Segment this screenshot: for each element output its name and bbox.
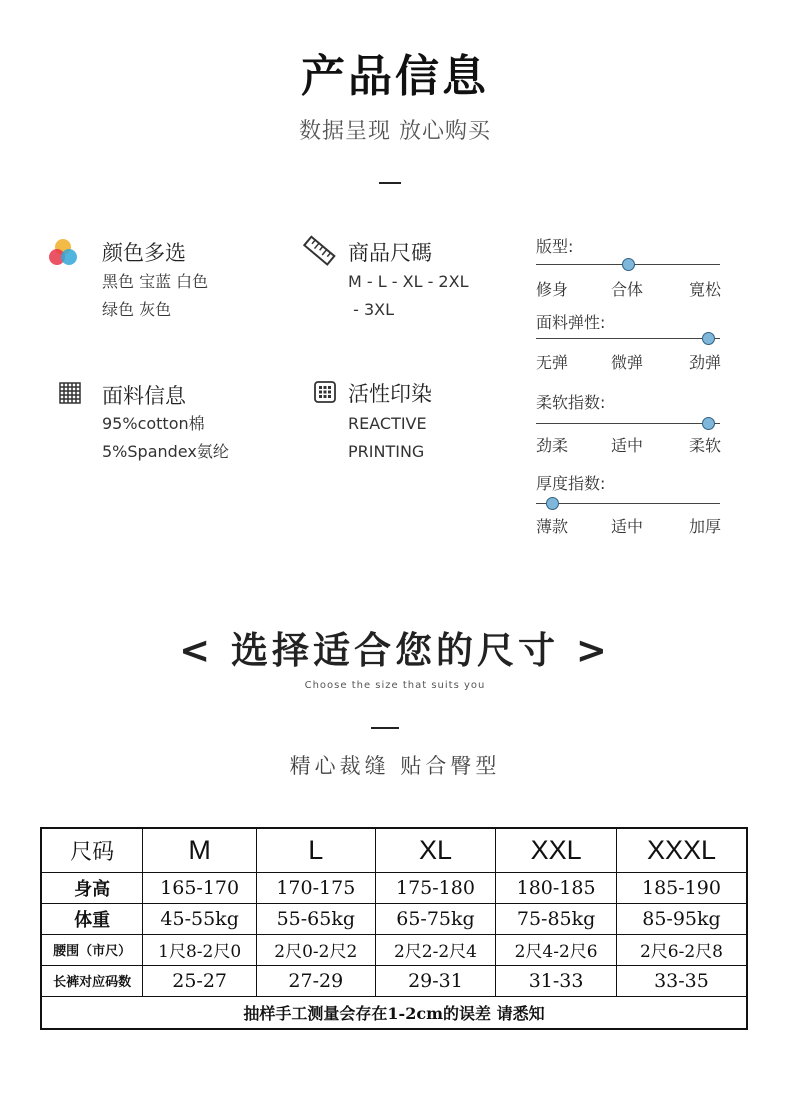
table-header-cell: 尺码 [41,828,143,872]
table-cell: 2尺0-2尺2 [256,934,375,965]
scale-elasticity-option: 微弹 [611,353,644,372]
color-circles-icon [46,236,80,270]
scale-thickness-label: 厚度指数: [536,474,606,493]
scale-fit-indicator [622,258,635,271]
table-cell: 165-170 [143,872,257,903]
scale-softness-indicator [702,417,715,430]
table-row-label: 体重 [41,903,143,934]
scale-thickness-indicator [546,497,559,510]
feature-color-line2: 绿色 灰色 [102,300,172,319]
table-cell: 85-95kg [616,903,747,934]
table-cell: 2尺2-2尺4 [375,934,496,965]
table-note-row [41,996,747,1029]
table-cell: 33-35 [616,965,747,996]
scale-elasticity-option: 劲弹 [689,353,722,372]
table-cell: 25-27 [143,965,257,996]
ruler-icon [302,234,336,268]
title-divider [379,182,401,184]
table-cell: 170-175 [256,872,375,903]
scale-fit-option: 合体 [611,280,644,299]
table-row-label: 身高 [41,872,143,903]
table-cell: 175-180 [375,872,496,903]
scale-thickness-track [536,503,720,504]
fabric-grid-icon [58,381,82,405]
scale-thickness-option: 薄款 [536,517,569,536]
table-header-cell: XXXL [616,828,747,872]
table-cell: 45-55kg [143,903,257,934]
size-section-subtitle-en: Choose the size that suits you [304,680,486,691]
table-cell: 27-29 [256,965,375,996]
table-cell: 185-190 [616,872,747,903]
feature-fabric-line2: 5%Spandex氨纶 [102,442,229,461]
scale-softness-track [536,423,720,424]
feature-fabric-line1: 95%cotton棉 [102,414,205,433]
scale-fit-option: 修身 [536,280,569,299]
feature-color-title: 颜色多选 [102,241,186,265]
table-cell: 180-185 [496,872,617,903]
page-title: 产品信息 [301,51,489,102]
table-row [41,903,747,934]
scale-softness-option: 适中 [611,436,644,455]
scale-elasticity-option: 无弹 [536,353,569,372]
feature-dye-title: 活性印染 [348,382,432,406]
page-subtitle: 数据呈现 放心购买 [299,119,491,144]
table-cell: 65-75kg [375,903,496,934]
scale-elasticity-label: 面料弹性: [536,313,606,332]
size-section-divider [371,727,399,729]
feature-dye-line1: REACTIVE [348,414,427,433]
table-cell: 1尺8-2尺0 [143,934,257,965]
feature-color-line1: 黑色 宝蓝 白色 [102,272,209,291]
table-cell: 75-85kg [496,903,617,934]
table-note: 抽样手工测量会存在1-2cm的误差 请悉知 [41,996,747,1029]
table-row-label: 长裤对应码数 [41,965,143,996]
scale-fit-label: 版型: [536,237,574,256]
table-header-row [41,828,747,872]
scale-softness-option: 劲柔 [536,436,569,455]
table-row-label: 腰围（市尺） [41,934,143,965]
dye-grid-icon [313,380,337,404]
feature-dye-line2: PRINTING [348,442,425,461]
size-section-subtitle-cn: 精心裁缝 贴合臀型 [289,754,501,778]
feature-size-line2: - 3XL [348,300,394,319]
scale-softness-option: 柔软 [689,436,722,455]
table-header-cell: M [143,828,257,872]
scale-fit-option: 寛松 [689,280,722,299]
feature-size-title: 商品尺碼 [348,241,432,265]
table-cell: 2尺4-2尺6 [496,934,617,965]
table-row [41,872,747,903]
table-header-cell: L [256,828,375,872]
feature-fabric-title: 面料信息 [102,384,186,408]
feature-size-line1: M - L - XL - 2XL [348,272,469,291]
scale-softness-label: 柔软指数: [536,393,606,412]
scale-elasticity-indicator [702,332,715,345]
size-table [40,827,748,1030]
table-cell: 31-33 [496,965,617,996]
table-cell: 29-31 [375,965,496,996]
scale-thickness-option: 适中 [611,517,644,536]
table-row [41,934,747,965]
table-cell: 55-65kg [256,903,375,934]
size-section-title: < 选择适合您的尺寸 > [179,629,611,672]
table-header-cell: XL [375,828,496,872]
scale-elasticity-track [536,338,720,339]
table-row [41,965,747,996]
scale-thickness-option: 加厚 [689,517,722,536]
table-header-cell: XXL [496,828,617,872]
table-cell: 2尺6-2尺8 [616,934,747,965]
